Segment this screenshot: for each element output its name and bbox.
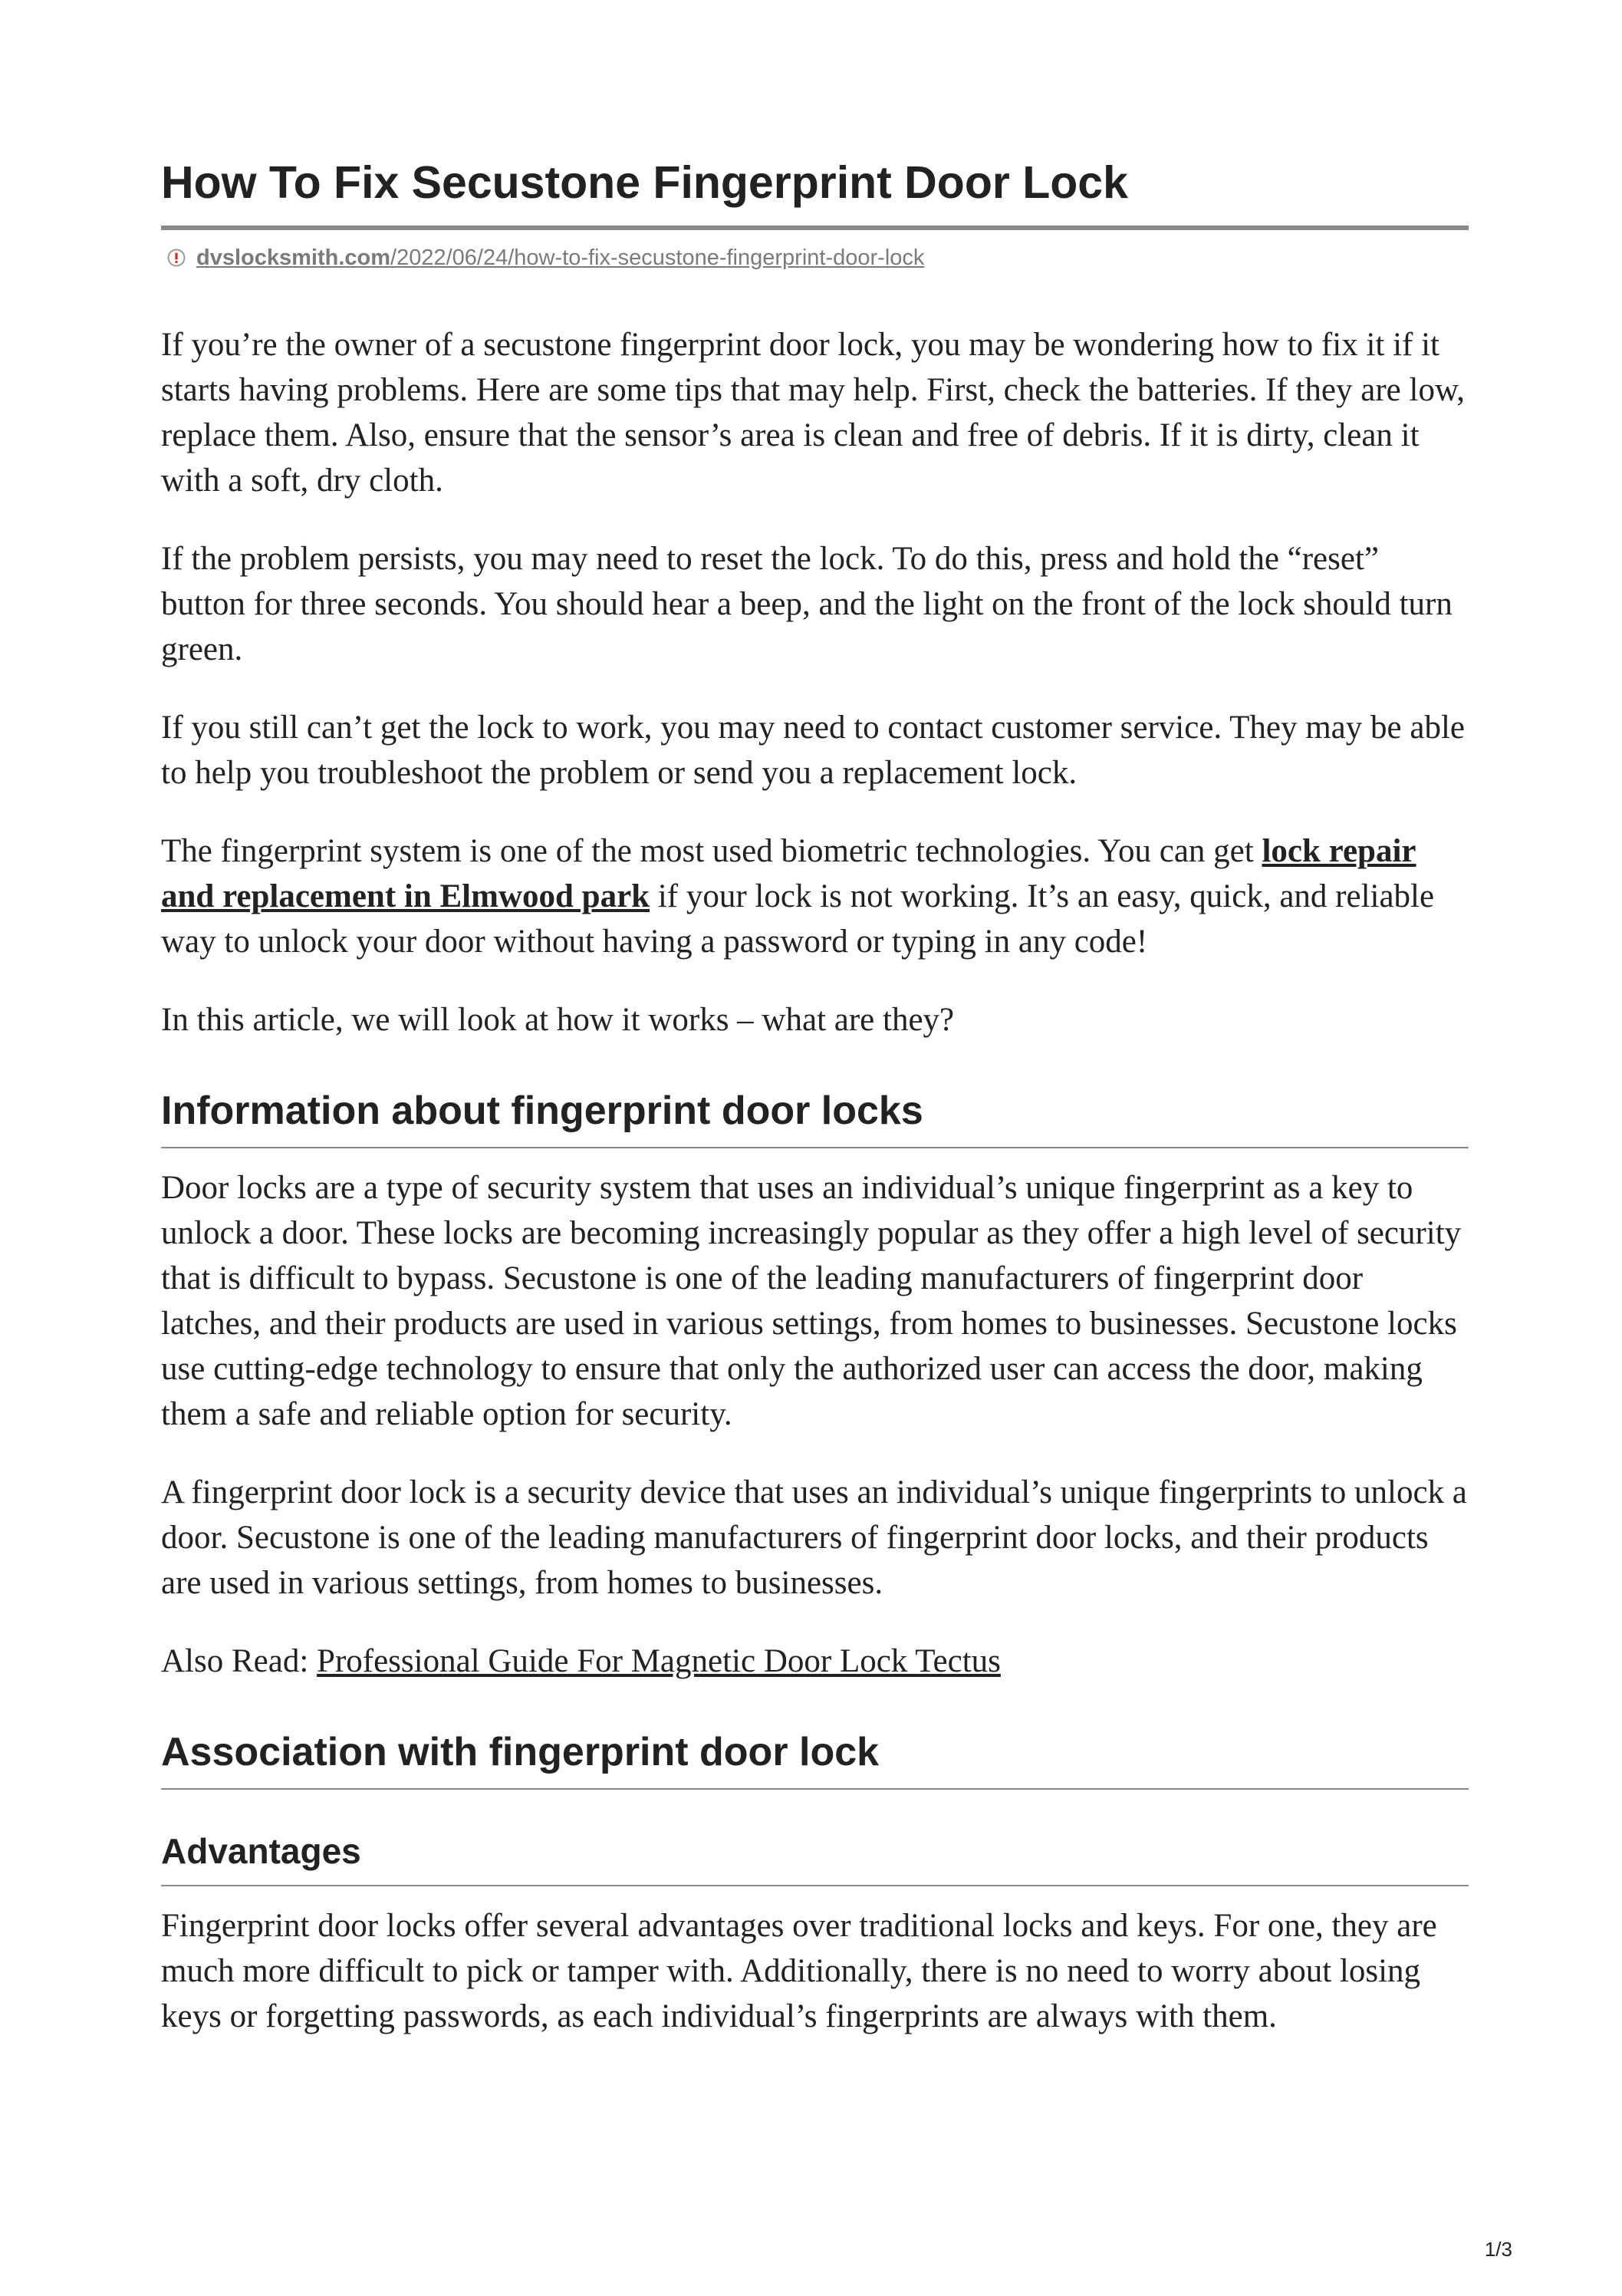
also-read <box>161 1639 1469 1684</box>
paragraph-text: if your lock is not working. It’s an easy, quick, and reliable way to unlock your door without having a password or typing in any code! <box>161 878 1435 960</box>
title-divider <box>161 226 1469 230</box>
paragraph: In this article, we will look at how it works – what are they? <box>161 1002 955 1038</box>
source-path: /2022/06/24/how-to-fix-secustone-fingerprint-door-lock <box>390 245 925 270</box>
site-favicon-icon <box>167 249 186 267</box>
lock-repair-link[interactable]: lock repair and replacement in Elmwood park <box>161 833 1416 914</box>
source-domain: dvslocksmith.com <box>196 245 391 270</box>
subsection-heading-advantages: Advantages <box>161 1830 1469 1886</box>
page-title: How To Fix Secustone Fingerprint Door Lock <box>161 157 1128 208</box>
source-url <box>167 244 924 272</box>
section-heading-association: Association with fingerprint door lock <box>161 1728 1469 1790</box>
paragraph: Door locks are a type of security system that uses an individual’s unique fingerprint as a key to unlock a door. These locks are becoming increasingly popular as they offer a high level of security that is difficult to bypass. Secustone is one of the leading manufacturers of fingerprint door latches, and their products are used in various settings, from homes to businesses. Secustone locks use cutting-edge technology to ensure that only the authorized user can access the door, making them a safe and reliable option for security. <box>161 1170 1462 1432</box>
paragraph <box>161 828 1469 964</box>
article-body <box>161 322 1469 2072</box>
paragraph: If the problem persists, you may need to reset the lock. To do this, press and hold the “reset” button for three seconds. You should hear a beep, and the light on the front of the lock should turn green. <box>161 541 1453 667</box>
page-number: 1/3 <box>1484 2238 1512 2261</box>
paragraph: A fingerprint door lock is a security device that uses an individual’s unique fingerprints to unlock a door. Secustone is one of the leading manufacturers of fingerprint door locks, and their products are used in various settings, from homes to businesses. <box>161 1474 1467 1601</box>
also-read-label: Also Read: <box>161 1643 317 1679</box>
paragraph: If you still can’t get the lock to work, you may need to contact customer service. They may be able to help you troubleshoot the problem or send you a replacement lock. <box>161 710 1465 791</box>
source-link[interactable] <box>196 245 924 270</box>
paragraph: If you’re the owner of a secustone fingerprint door lock, you may be wondering how to fix it if it starts having problems. Here are some tips that may help. First, check the batteries. If they are low, replace them. Also, ensure that the sensor’s area is clean and free of debris. If it is dirty, clean it with a soft, dry cloth. <box>161 327 1465 499</box>
section-heading-information: Information about fingerprint door locks <box>161 1087 1469 1148</box>
paragraph: Fingerprint door locks offer several advantages over traditional locks and keys. For one, they are much more difficult to pick or tamper with. Additionally, there is no need to worry about losing keys or forgetting passwords, as each individual’s fingerprints are always with them. <box>161 1908 1437 2034</box>
also-read-link[interactable]: Professional Guide For Magnetic Door Lock Tectus <box>317 1643 1001 1679</box>
paragraph-text: The fingerprint system is one of the most used biometric technologies. You can get <box>161 833 1262 869</box>
